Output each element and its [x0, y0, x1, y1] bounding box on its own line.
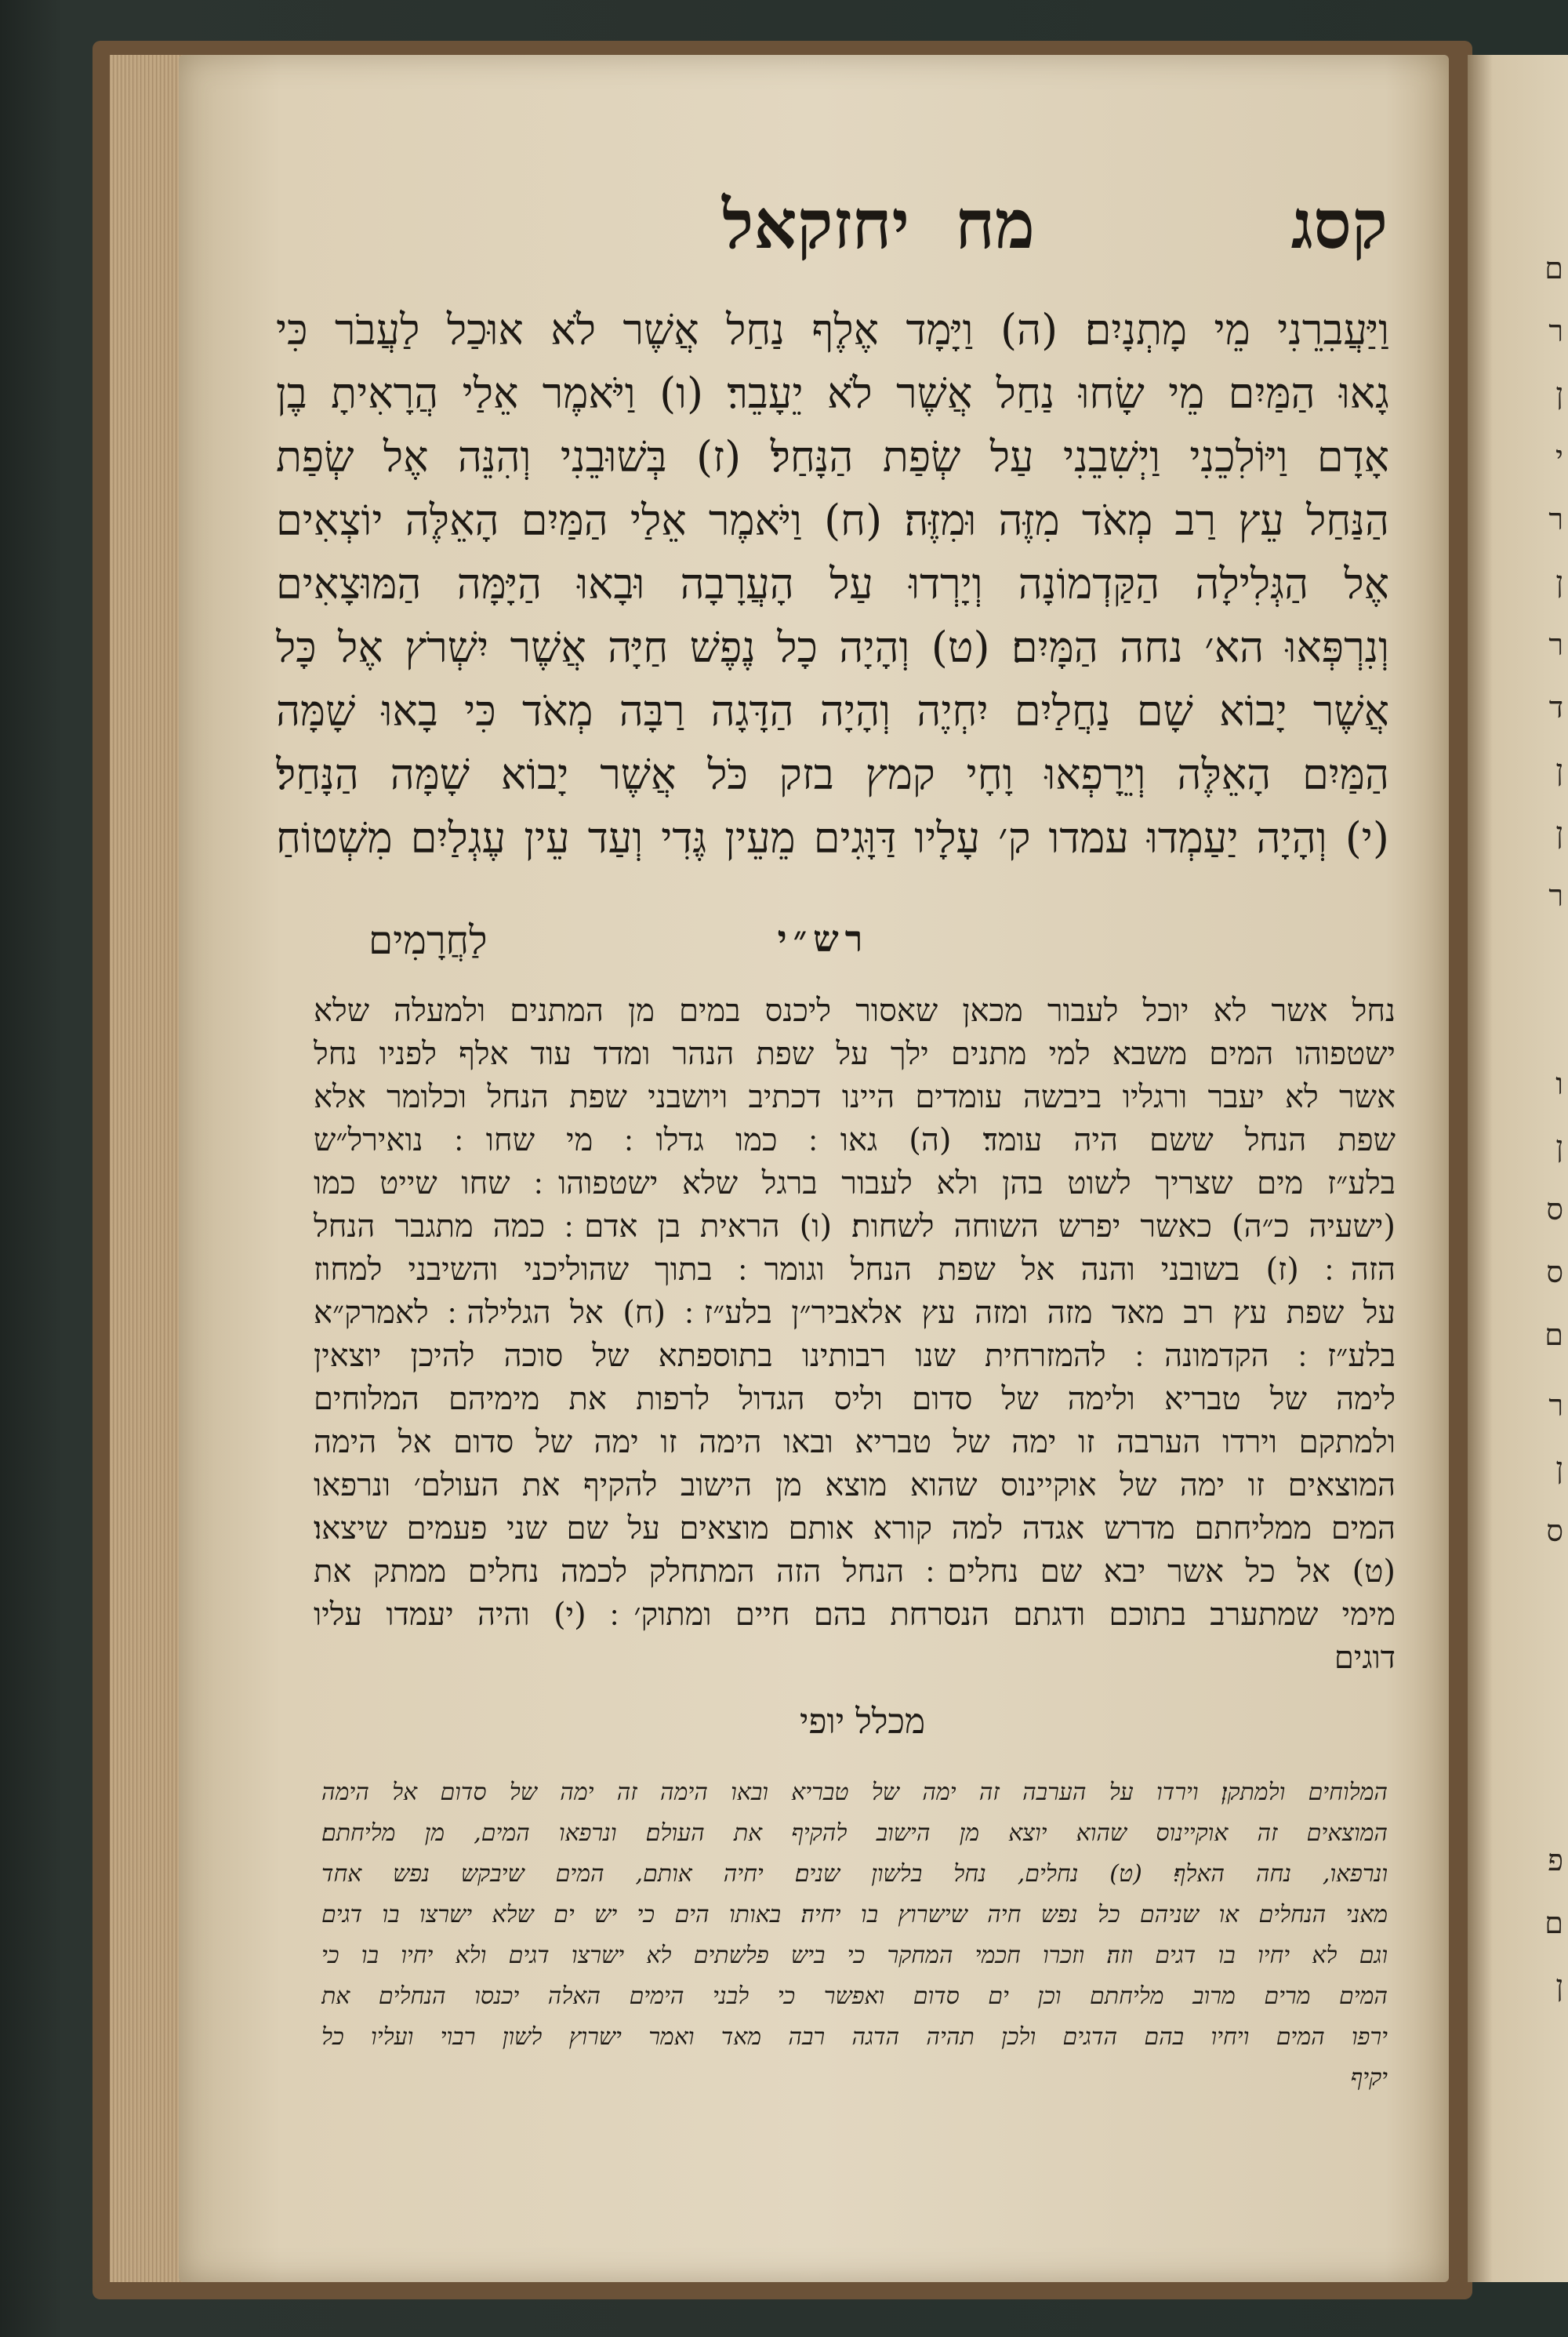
scripture-line: הַנַּחַל עֵץ רַב מְאֹד מִזֶּה וּמִזֶּה׃ (ח) וַיֹּאמֶר אֵלַי הַמַּיִם הָאֵלֶּה יוֹצְאִים	[276, 496, 1389, 545]
rashi-line: בלע״ז ׃ הקדמונה ׃ להמזרחית שנו רבותינו בתוספתא של סוכה להיכן יוצאין	[314, 1338, 1396, 1374]
facing-page-fragment: ד	[1548, 690, 1563, 725]
rashi-line: נחל אשר לא יוכל לעבור מכאן שאסור ליכנס במים מן המתנים ולמעלה שלא	[314, 993, 1396, 1029]
facing-page-fragment: פ	[1548, 1843, 1563, 1877]
facing-page-fragment: ן	[1555, 753, 1563, 787]
scripture-line: וְנִרְפְּאוּ הא׳ נחה הַמָּיִם׃ (ט) וְהָיָה כָל נֶפֶשׁ חַיָּה אֲשֶׁר יִשְׁרֹץ אֶל כָּל	[276, 623, 1389, 672]
rashi-line: (ט) אל כל אשר יבא שם נחלים ׃ הנחל הזה המתחלק לכמה נחלים ממתק את	[314, 1554, 1396, 1590]
facing-page-fragment: י	[1555, 439, 1563, 474]
facing-page-fragment: ן	[1555, 816, 1563, 850]
rashi-heading: רש״י	[777, 918, 869, 960]
mikhlal-line: המוצאים זה אוקיינוס שהוא יוצא מן הישוב להקיף את העולם׃ ונרפאו המים, מן מליחתם׃	[321, 1819, 1388, 1847]
facing-page-edge	[1468, 55, 1568, 2282]
facing-page-fragment: ם	[1544, 1906, 1563, 1940]
mikhlal-end-word: יקיף	[1350, 2064, 1388, 2092]
scripture-line: וַיַּעֲבִרֵנִי מֵי מָתְנָיִם׃ (ה) וַיָּמָד אֶלֶף נַחַל אֲשֶׁר לֹא אוּכַל לַעֲבֹר כִּי	[276, 305, 1389, 354]
rashi-line: הזה ׃ (ז) בשובני והנה אל שפת הנחל וגומר ׃ בתוך שהוליכני והשיבני למחוז	[314, 1252, 1396, 1288]
rashi-line: ולמתקם וירדו הערבה זו ימה של טבריא ובאו הימה זו ימה של סדום אל הימה	[314, 1424, 1396, 1460]
facing-page-fragment: ן	[1555, 565, 1563, 599]
facing-page-fragment: ו	[1555, 1067, 1563, 1101]
mikhlal-line: ונרפאו, נחה האלף׃ (ט) נחלים, נחל בלשון שנים׃ יחיה אותם, המים שיבקש נפש אחד	[321, 1860, 1388, 1888]
mikhlal-line: ירפו המים ויחיו בהם הדגים ולכן תהיה הדגה רבה מאד ואמר ישרוץ לשון רבוי ועליו כל	[321, 2023, 1388, 2051]
page-header	[329, 185, 1388, 279]
rashi-line: אשר לא יעבר ורגליו ביבשה עומדים היינו דכתיב ויושבני שפת הנחל וכלומר אלא	[314, 1079, 1396, 1115]
rashi-commentary	[314, 990, 1396, 1680]
scripture-line: (י) וְהָיָה יַעַמְדוּ עמדו ק׳ עָלָיו דַּוָּגִים מֵעֵין גֶּדִי וְעַד עֵין עֶגְלַיִם מִשְׁטוֹחַ	[276, 813, 1389, 863]
facing-page-fragment: ם	[1544, 251, 1563, 285]
mikhlal-yofi-heading: מכלל יופי	[799, 1702, 926, 1742]
facing-page-fragment: ן	[1555, 1451, 1563, 1485]
rashi-line: שפת הנחל ששם היה עומד׃ (ה) גאו ׃ כמו גדלו ׃ מי שחו ׃ נואירל״ש	[314, 1122, 1396, 1158]
facing-page-fragment: ן	[1555, 1968, 1563, 2003]
facing-page-fragment: ר	[1548, 627, 1563, 662]
scripture-line: הַמַּיִם הָאֵלֶּה וְיֵרָפְאוּ וָחָי קמץ בזק כֹּל אֲשֶׁר יָבוֹא שָׁמָּה הַנָּחַל׃	[276, 750, 1389, 799]
mikhlal-line: המלוחים ולמתקן׃ וירדו על הערבה זה ימה של טבריא ובאו הימה זה ימה של סדום אל הימה	[321, 1779, 1388, 1806]
facing-page-fragment: ם	[1544, 1318, 1563, 1352]
facing-page-fragment: ס	[1546, 1514, 1563, 1548]
rashi-end-word: דוגים	[1334, 1640, 1396, 1676]
mikhlal-line: מאני הנחלים או שניהם כל נפש חיה שישרוץ בו יחיה׃ באותו הים כי יש ים שלא ישרצו בו דגים	[321, 1901, 1388, 1928]
scripture-text	[276, 298, 1389, 870]
facing-page-fragment: ס	[1546, 1255, 1563, 1289]
scripture-last-word: לַחֲרָמִים	[368, 918, 488, 963]
facing-page-fragment: ר	[1548, 1388, 1563, 1423]
rashi-line: לימה של טבריא ולימה של סדום וליס הגדול לרפות את מימיהם המלוחים	[314, 1381, 1396, 1417]
rashi-line: ישטפוהו המים משבא למי מתנים ילך על שפת הנהר ומדד עוד אלף לפניו נחל	[314, 1036, 1396, 1072]
rashi-line: בלע״ז מים שצריך לשוט בהן ולא לעבור ברגל שלא ישטפוהו ׃ שחו שייט כמו	[314, 1165, 1396, 1201]
rashi-line: מימי שמתערב בתוכם ודגתם הנסרחת בהם חיים ומתוק׳ ׃ (י) והיה יעמדו עליו	[314, 1597, 1396, 1633]
mikhlal-yofi-commentary	[321, 1772, 1388, 2099]
folio-number: קסג	[1290, 185, 1388, 264]
mikhlal-line: וגם לא יחיו בו דגים וזה׃ וזכרו חכמי המחקר כי ביש פלשתים לא ישרצו דגים ולא יחיו בו כי	[321, 1942, 1388, 1969]
facing-page-fragment: ן	[1555, 1129, 1563, 1164]
facing-page-fragment: ר	[1548, 502, 1563, 536]
scripture-line: אֶל הַגְּלִילָה הַקַּדְמוֹנָה וְיָרְדוּ עַל הָעֲרָבָה וּבָאוּ הַיָּמָּה הַמּוּצָאִים	[276, 559, 1389, 609]
scripture-line: גָאוּ הַמַּיִם מֵי שָׂחוּ נַחַל אֲשֶׁר לֹא יֵעָבֵר׃ (ו) וַיֹּאמֶר אֵלַי הֲרָאִיתָ בֶן	[276, 369, 1389, 418]
facing-page-fragment: ר	[1548, 878, 1563, 913]
scripture-line: אֲשֶׁר יָבוֹא שָׁם נַחֲלַיִם יִחְיֶה וְהָיָה הַדָּגָה רַבָּה מְאֹד כִּי בָאוּ שָׁמָּה	[276, 686, 1389, 736]
scripture-line: אָדָם וַיּוֹלִכֵנִי וַיְשִׁבֵנִי עַל שְׂפַת הַנָּחַל׃ (ז) בְּשׁוּבֵנִי וְהִנֵּה אֶל שְׂפַת	[276, 432, 1389, 482]
rashi-line: על שפת עץ רב מאד מזה ומזה עץ אלאביר״ן בלע״ז ׃ (ח) אל הגלילה ׃ לאמרק״א	[314, 1295, 1396, 1331]
facing-page-fragment: ס	[1546, 1192, 1563, 1227]
mikhlal-line: המים מרים מרוב מליחתם וכן ים סדום ואפשר כי לבני הימים האלה יכנסו הנחלים את	[321, 1983, 1388, 2010]
facing-page-fragment: ר	[1548, 314, 1563, 348]
rashi-line: המוצאים זו ימה של אוקיינוס שהוא מוצא מן הישוב להקיף את העולם׳ ונרפאו	[314, 1467, 1396, 1503]
chapter-number: מח	[955, 185, 1035, 264]
facing-page-fragment: ן	[1555, 376, 1563, 411]
book-name: יחזקאל	[722, 185, 909, 264]
rashi-line: המים ממליחתם מדרש אגדה למה קורא אותם מוצאים על שם שני פעמים שיצאו׃	[314, 1510, 1396, 1546]
rashi-line: (ישעיה כ״ה) כאשר יפרש השוחה לשחות׃ (ו) הראית בן אדם ׃ כמה מתגבר הנחל	[314, 1208, 1396, 1245]
